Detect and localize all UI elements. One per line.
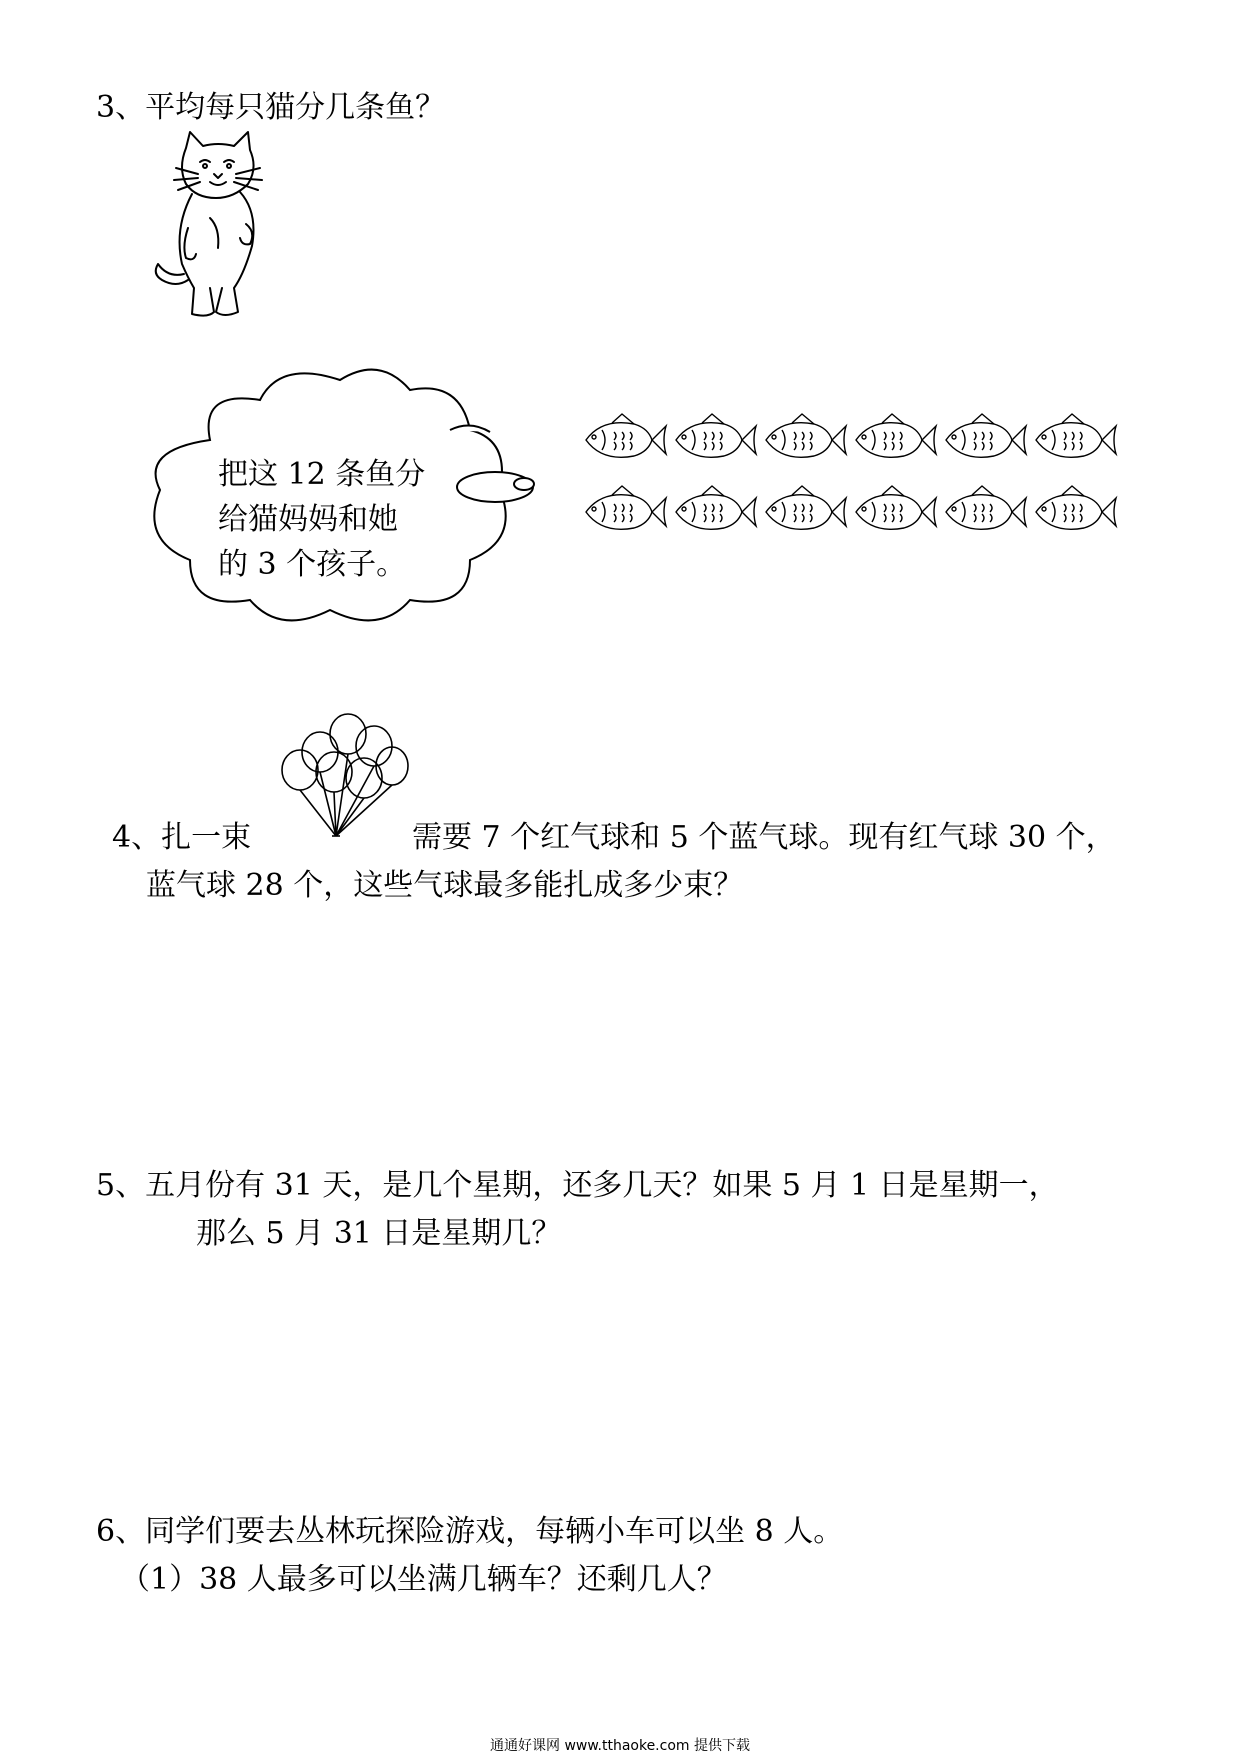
question-4-line-2: 蓝气球 28 个，这些气球最多能扎成多少束？ — [146, 868, 744, 903]
cat-illustration — [148, 128, 278, 328]
bubble-line: 把这 12 条鱼分 — [218, 457, 426, 492]
bubble-line: 的 3 个孩子。 — [218, 547, 407, 582]
fish-grid — [582, 410, 1122, 560]
fish-icon — [676, 414, 756, 457]
fish-icon — [856, 486, 936, 529]
bubble-line: 给猫妈妈和她 — [218, 502, 398, 537]
fish-icon — [946, 486, 1026, 529]
question-6-line-1: 6、同学们要去丛林玩探险游戏，每辆小车可以坐 8 人。 — [96, 1514, 844, 1549]
question-3-text: 3、平均每只猫分几条鱼？ — [96, 90, 446, 125]
fish-icon — [586, 414, 666, 457]
question-5-line-2: 那么 5 月 31 日是星期几？ — [196, 1216, 562, 1251]
fish-icon — [856, 414, 936, 457]
fish-icon — [1036, 486, 1116, 529]
fish-icon — [766, 486, 846, 529]
question-5-line-1: 5、五月份有 31 天，是几个星期，还多几天？如果 5 月 1 日是星期一， — [96, 1168, 1059, 1203]
question-6-line-2: （1）38 人最多可以坐满几辆车？还剩几人？ — [120, 1562, 727, 1597]
fish-icon — [766, 414, 846, 457]
fish-icon — [946, 414, 1026, 457]
fish-icon — [676, 486, 756, 529]
footer-credit: 通通好课网 www.tthaoke.com 提供下载 — [490, 1738, 750, 1754]
question-4-prefix: 4、扎一束 — [112, 820, 252, 855]
balloon-bunch-illustration — [270, 712, 410, 842]
question-4-line-1: 需要 7 个红气球和 5 个蓝气球。现有红气球 30 个， — [412, 820, 1116, 855]
fish-icon — [586, 486, 666, 529]
fish-icon — [1036, 414, 1116, 457]
bubble-text — [218, 452, 425, 587]
